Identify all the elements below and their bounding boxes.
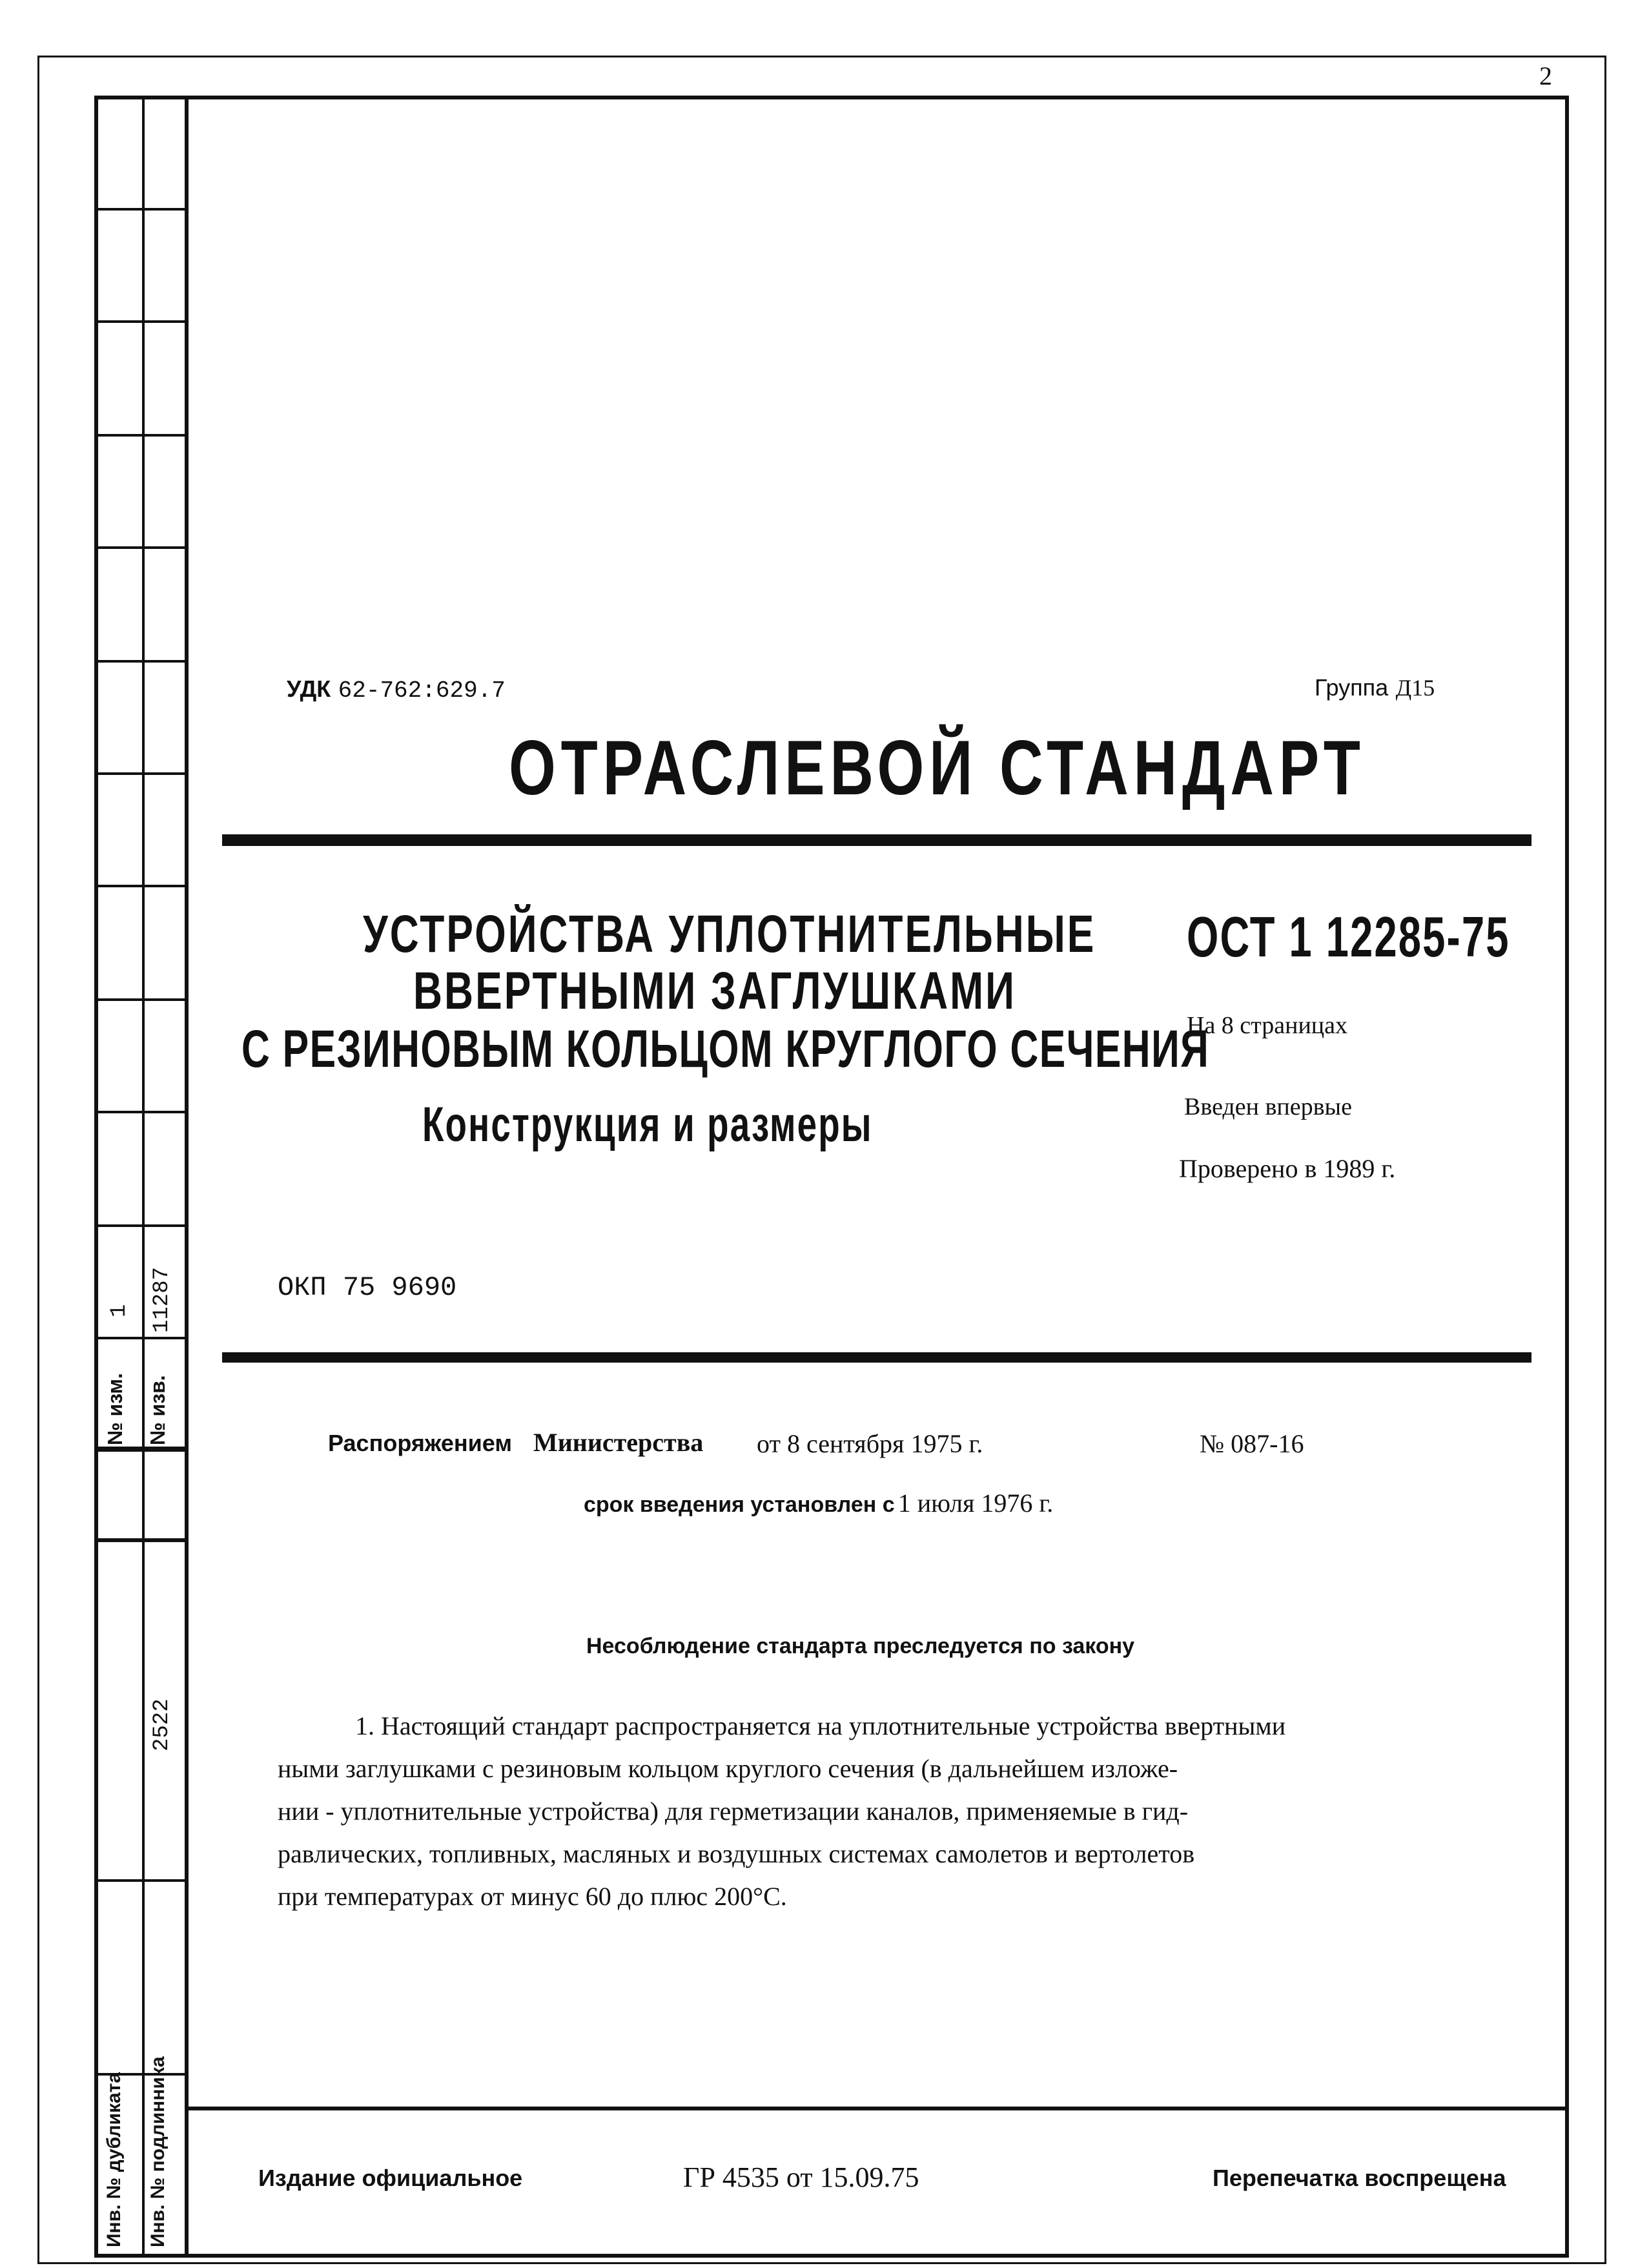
notice-number-label: № изв. (146, 1375, 169, 1445)
stamp-row-divider (94, 1337, 187, 1339)
stamp-row-divider (94, 1224, 187, 1227)
paragraph-line: 1. Настоящий стандарт распространяется на уплотнительные устройства ввертными (355, 1711, 1286, 1740)
stamp-column-divider (185, 97, 189, 2258)
stamp-row-divider (94, 1879, 187, 1882)
original-number-value: 2522 (150, 1698, 174, 1751)
footer-edition: Издание официальное (258, 2165, 523, 2191)
stamp-row-divider (94, 546, 187, 549)
stamp-row-divider (94, 434, 187, 437)
stamp-row-divider (94, 1538, 187, 1542)
stamp-row-divider (94, 208, 187, 211)
stamp-row-divider (94, 885, 187, 887)
stamp-row-divider (94, 1447, 187, 1452)
stamp-column-divider (142, 97, 145, 2258)
term-label: срок введения установлен с (584, 1492, 895, 1517)
stamp-row-divider (94, 1111, 187, 1113)
notice-number-value: 11287 (150, 1266, 174, 1333)
checked-note: Проверено в 1989 г. (1179, 1154, 1396, 1183)
paragraph-line: равлических, топливных, масляных и воздушных системах самолетов и вертолетов (278, 1839, 1195, 1868)
paragraph-line: ными заглушками с резиновым кольцом круглого сечения (в дальнейшем изложе- (278, 1754, 1178, 1783)
change-number-value: 1 (107, 1304, 132, 1317)
subtitle: Конструкция и размеры (422, 1097, 873, 1152)
title-line-2: ВВЕРТНЫМИ ЗАГЛУШКАМИ (413, 962, 1016, 1020)
pages-info: На 8 страницах (1187, 1012, 1347, 1039)
term-line (584, 1488, 1053, 1518)
legal-warning: Несоблюдение стандарта преследуется по закону (586, 1634, 1135, 1658)
page-number: 2 (1539, 61, 1552, 90)
stamp-row-divider (94, 998, 187, 1001)
duplicate-inventory-label: Инв. № дубликата (103, 2072, 125, 2247)
order-ministry: Министерства (533, 1428, 704, 1457)
group-line (1315, 674, 1435, 701)
udk-label: УДК (287, 675, 331, 702)
order-date: от 8 сентября 1975 г. (757, 1429, 983, 1458)
paragraph-1 (278, 1705, 1530, 1918)
title-line-1: УСТРОЙСТВА УПЛОТНИТЕЛЬНЫЕ (363, 905, 1096, 964)
udk-value: 62-762:629.7 (338, 677, 506, 704)
udk-line (287, 675, 506, 704)
footer-rule (187, 2107, 1569, 2110)
group-label: Группа (1315, 674, 1389, 701)
order-label: Распоряжением (328, 1430, 512, 1456)
title-rule (222, 834, 1531, 846)
stamp-row-divider (94, 772, 187, 775)
paragraph-line: нии - уплотнительные устройства) для герметизации каналов, применяемые в гид- (278, 1797, 1189, 1826)
stamp-row-divider (94, 660, 187, 663)
title-line-3: С РЕЗИНОВЫМ КОЛЬЦОМ КРУГЛОГО СЕЧЕНИЯ (241, 1020, 1210, 1078)
term-date: 1 июля 1976 г. (897, 1489, 1054, 1518)
okp-rule (222, 1352, 1531, 1363)
main-title: ОТРАСЛЕВОЙ СТАНДАРТ (509, 725, 1366, 811)
footer-reprint-notice: Перепечатка воспрещена (1213, 2165, 1506, 2191)
standard-code: ОСТ 1 12285-75 (1187, 905, 1510, 969)
paragraph-line: при температурах от минус 60 до плюс 200°С. (278, 1882, 787, 1911)
original-inventory-label: Инв. № подлинника (147, 2056, 169, 2247)
stamp-row-divider (94, 320, 187, 323)
footer-registration: ГР 4535 от 15.09.75 (683, 2161, 919, 2193)
change-number-label: № изм. (103, 1373, 127, 1445)
group-value: Д15 (1395, 675, 1435, 701)
order-number: № 087-16 (1200, 1429, 1304, 1458)
introduced-note: Введен впервые (1184, 1093, 1352, 1120)
okp-code: ОКП 75 9690 (278, 1272, 457, 1303)
